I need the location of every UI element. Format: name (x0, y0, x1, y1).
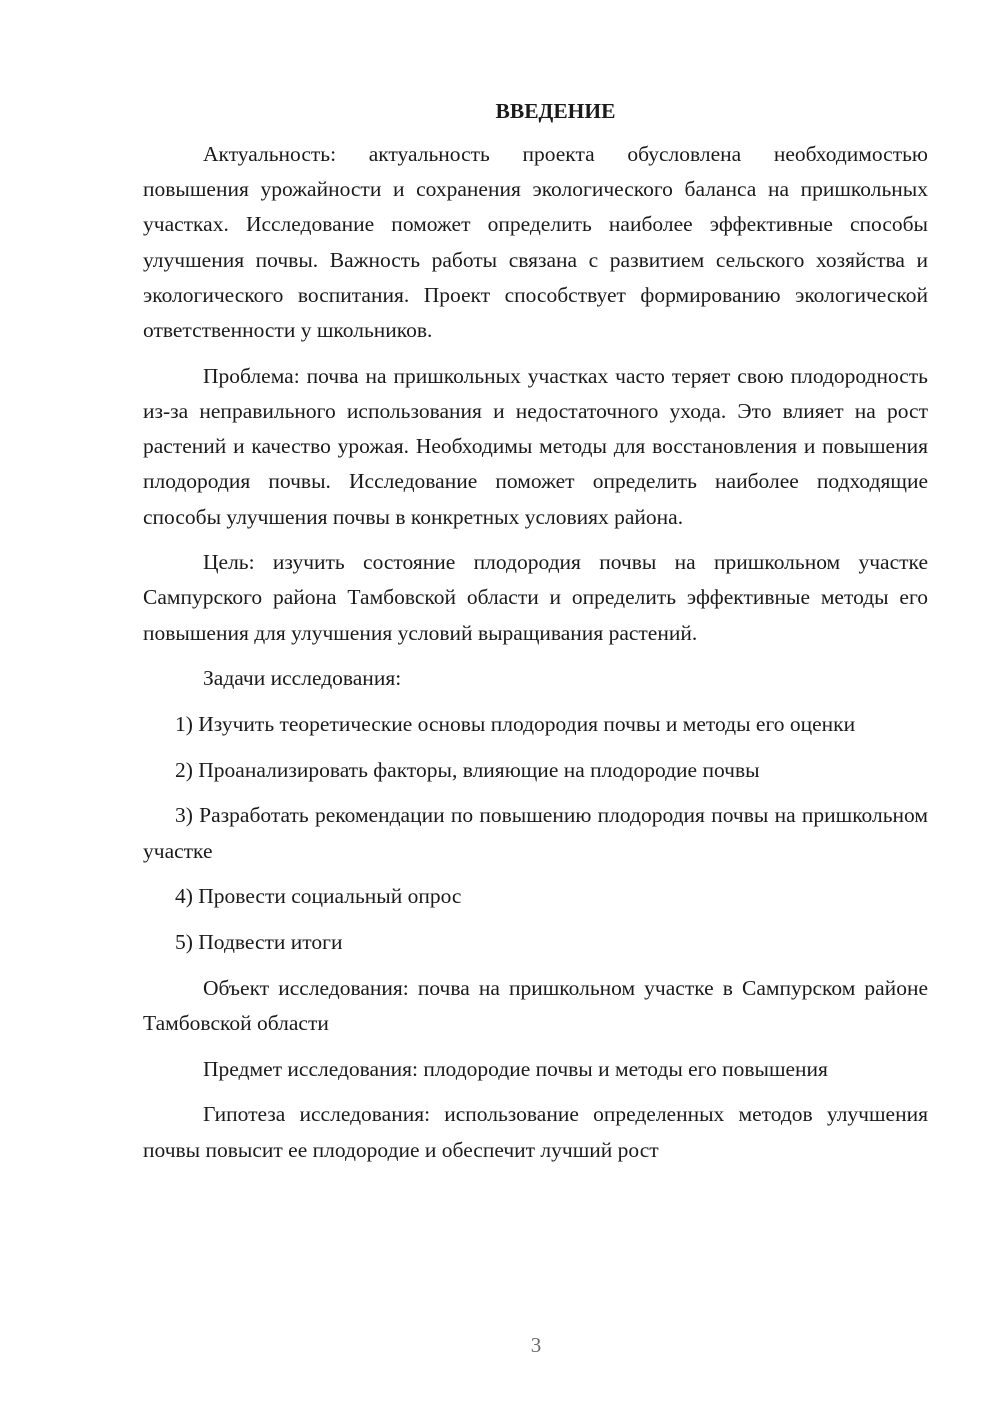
task-item-5: 5) Подвести итоги (175, 930, 343, 955)
paragraph-subject: Предмет исследования: плодородие почвы и методы его повышения (203, 1056, 828, 1081)
page-content (143, 96, 928, 1178)
paragraph-object: Объект исследования: почва на пришкольном участке в Сампурском районе Тамбовской области (143, 975, 928, 1035)
task-item-3: 3) Разработать рекомендации по повышению плодородия почвы на пришкольном участке (143, 803, 928, 863)
page-number: 3 (530, 1333, 542, 1357)
task-item-2: 2) Проанализировать факторы, влияющие на плодородие почвы (175, 757, 760, 782)
paragraph-hypothesis: Гипотеза исследования: использование определенных методов улучшения почвы повысит ее плодородие и обеспечит лучший рост (143, 1102, 928, 1162)
section-title: ВВЕДЕНИЕ (495, 99, 616, 123)
task-item-1: 1) Изучить теоретические основы плодородия почвы и методы его оценки (175, 712, 856, 737)
tasks-heading: Задачи исследования: (203, 666, 402, 691)
paragraph-problem: Проблема: почва на пришкольных участках часто теряет свою плодородность из-за неправильного использования и недостаточного ухода. Это влияет на рост растений и качество урожая. Необходимы методы для восстановления и повышения плодородия почвы. Исследование поможет определить наиболее подходящие способы улучшения почвы в конкретных условиях района. (143, 363, 928, 529)
paragraph-goal: Цель: изучить состояние плодородия почвы на пришкольном участке Сампурского района Тамбовской области и определить эффективные методы его повышения для улучшения условий выращивания растений. (143, 550, 928, 645)
paragraph-relevance: Актуальность: актуальность проекта обусловлена необходимостью повышения урожайности и сохранения экологического баланса на пришкольных участках. Исследование поможет определить наиболее эффективные способы улучшения почвы. Важность работы связана с развитием сельского хозяйства и экологического воспитания. Проект способствует формированию экологической ответственности у школьников. (143, 142, 928, 343)
task-item-4: 4) Провести социальный опрос (175, 884, 462, 909)
